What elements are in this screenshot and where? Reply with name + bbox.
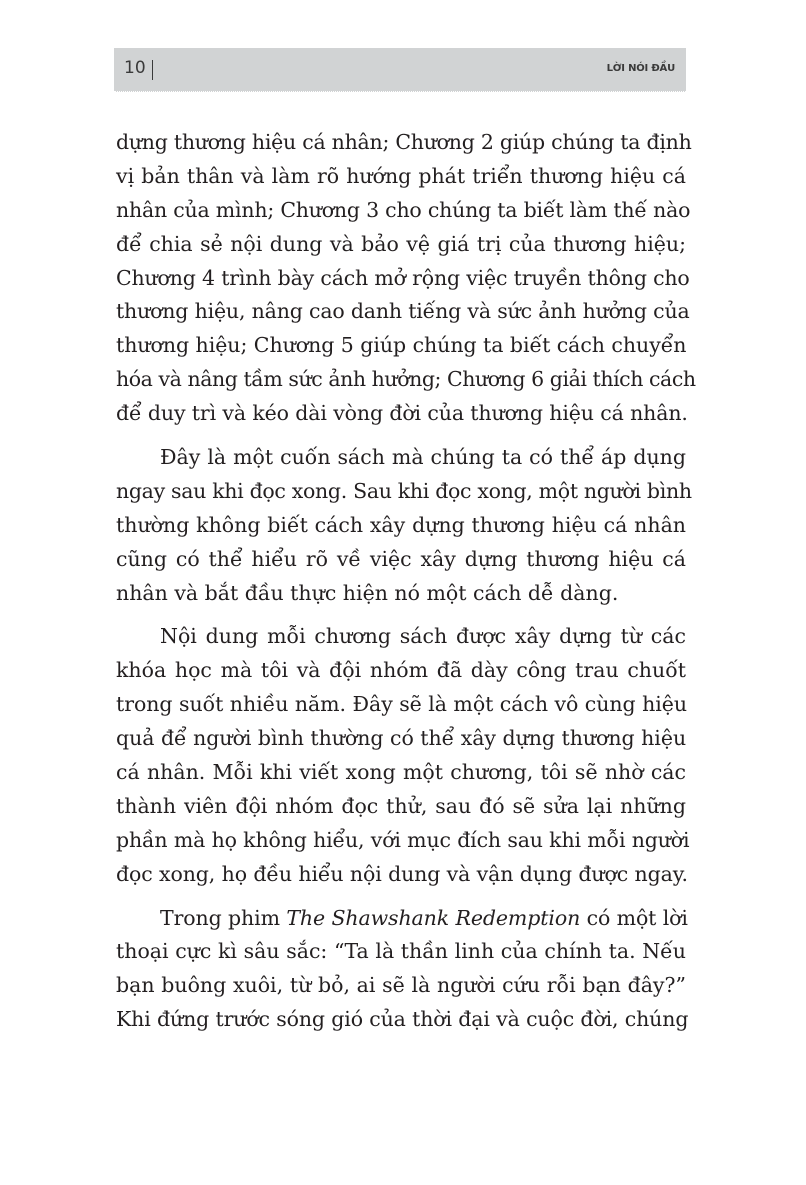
text-line: Đây là một cuốn sách mà chúng ta có thể áp dụng xyxy=(160,445,686,470)
text-line: để duy trì và kéo dài vòng đời của thương hiệu cá nhân. xyxy=(116,401,688,426)
text-line: Chương 4 trình bày cách mở rộng việc truyền thông cho xyxy=(116,265,690,290)
text-line: nhân và bắt đầu thực hiện nó một cách dễ dàng. xyxy=(116,580,619,605)
text-line: thương hiệu, nâng cao danh tiếng và sức ảnh hưởng của xyxy=(116,299,690,324)
text-line: dựng thương hiệu cá nhân; Chương 2 giúp chúng ta định xyxy=(116,130,692,154)
text-line: Khi đứng trước sóng gió của thời đại và cuộc đời, chúng xyxy=(116,1007,689,1032)
text-line: khóa học mà tôi và đội nhóm đã dày công trau chuốt xyxy=(116,658,686,683)
text-line-with-title xyxy=(116,902,686,936)
header-divider xyxy=(152,60,153,80)
text-line: vị bản thân và làm rõ hướng phát triển thương hiệu cá xyxy=(116,163,686,188)
text-line: trong suốt nhiều năm. Đây sẽ là một cách vô cùng hiệu xyxy=(116,692,688,717)
film-title: The Shawshank Redemption xyxy=(286,905,581,930)
text-line: bạn buông xuôi, từ bỏ, ai sẽ là người cứu rỗi bạn đây?” xyxy=(116,973,686,998)
text-run: có một lời xyxy=(580,905,688,930)
text-line: thoại cực kì sâu sắc: “Ta là thần linh của chính ta. Nếu xyxy=(116,939,686,964)
paragraph-1 xyxy=(116,126,696,431)
page-body xyxy=(116,126,696,1047)
running-title: LỜI NÓI ĐẦU xyxy=(606,63,675,74)
text-line: thường không biết cách xây dựng thương hiệu cá nhân xyxy=(116,512,686,537)
text-line: thương hiệu; Chương 5 giúp chúng ta biết cách chuyển xyxy=(116,333,687,358)
text-run: Trong phim xyxy=(160,905,287,930)
text-line: cũng có thể hiểu rõ về việc xây dựng thương hiệu cá xyxy=(116,546,686,571)
text-line: ngay sau khi đọc xong. Sau khi đọc xong, một người bình xyxy=(116,478,692,503)
text-line: phần mà họ không hiểu, với mục đích sau khi mỗi người xyxy=(116,827,690,852)
text-line: nhân của mình; Chương 3 cho chúng ta biết làm thế nào xyxy=(116,197,691,222)
paragraph-4 xyxy=(116,902,689,1038)
text-line: quả để người bình thường có thể xây dựng thương hiệu xyxy=(116,726,687,751)
text-line: Nội dung mỗi chương sách được xây dựng từ các xyxy=(160,624,686,649)
text-line: đọc xong, họ đều hiểu nội dung và vận dụng được ngay. xyxy=(116,861,688,886)
text-line: thành viên đội nhóm đọc thử, sau đó sẽ sửa lại những xyxy=(116,793,686,818)
paragraph-2 xyxy=(116,441,692,610)
text-line: hóa và nâng tầm sức ảnh hưởng; Chương 6 giải thích cách xyxy=(116,367,696,392)
text-line: để chia sẻ nội dung và bảo vệ giá trị của thương hiệu; xyxy=(116,231,686,256)
paragraph-3 xyxy=(116,620,690,891)
text-line: cá nhân. Mỗi khi viết xong một chương, tôi sẽ nhờ các xyxy=(116,760,686,785)
running-header xyxy=(114,48,686,92)
page-number: 10 xyxy=(124,58,146,78)
